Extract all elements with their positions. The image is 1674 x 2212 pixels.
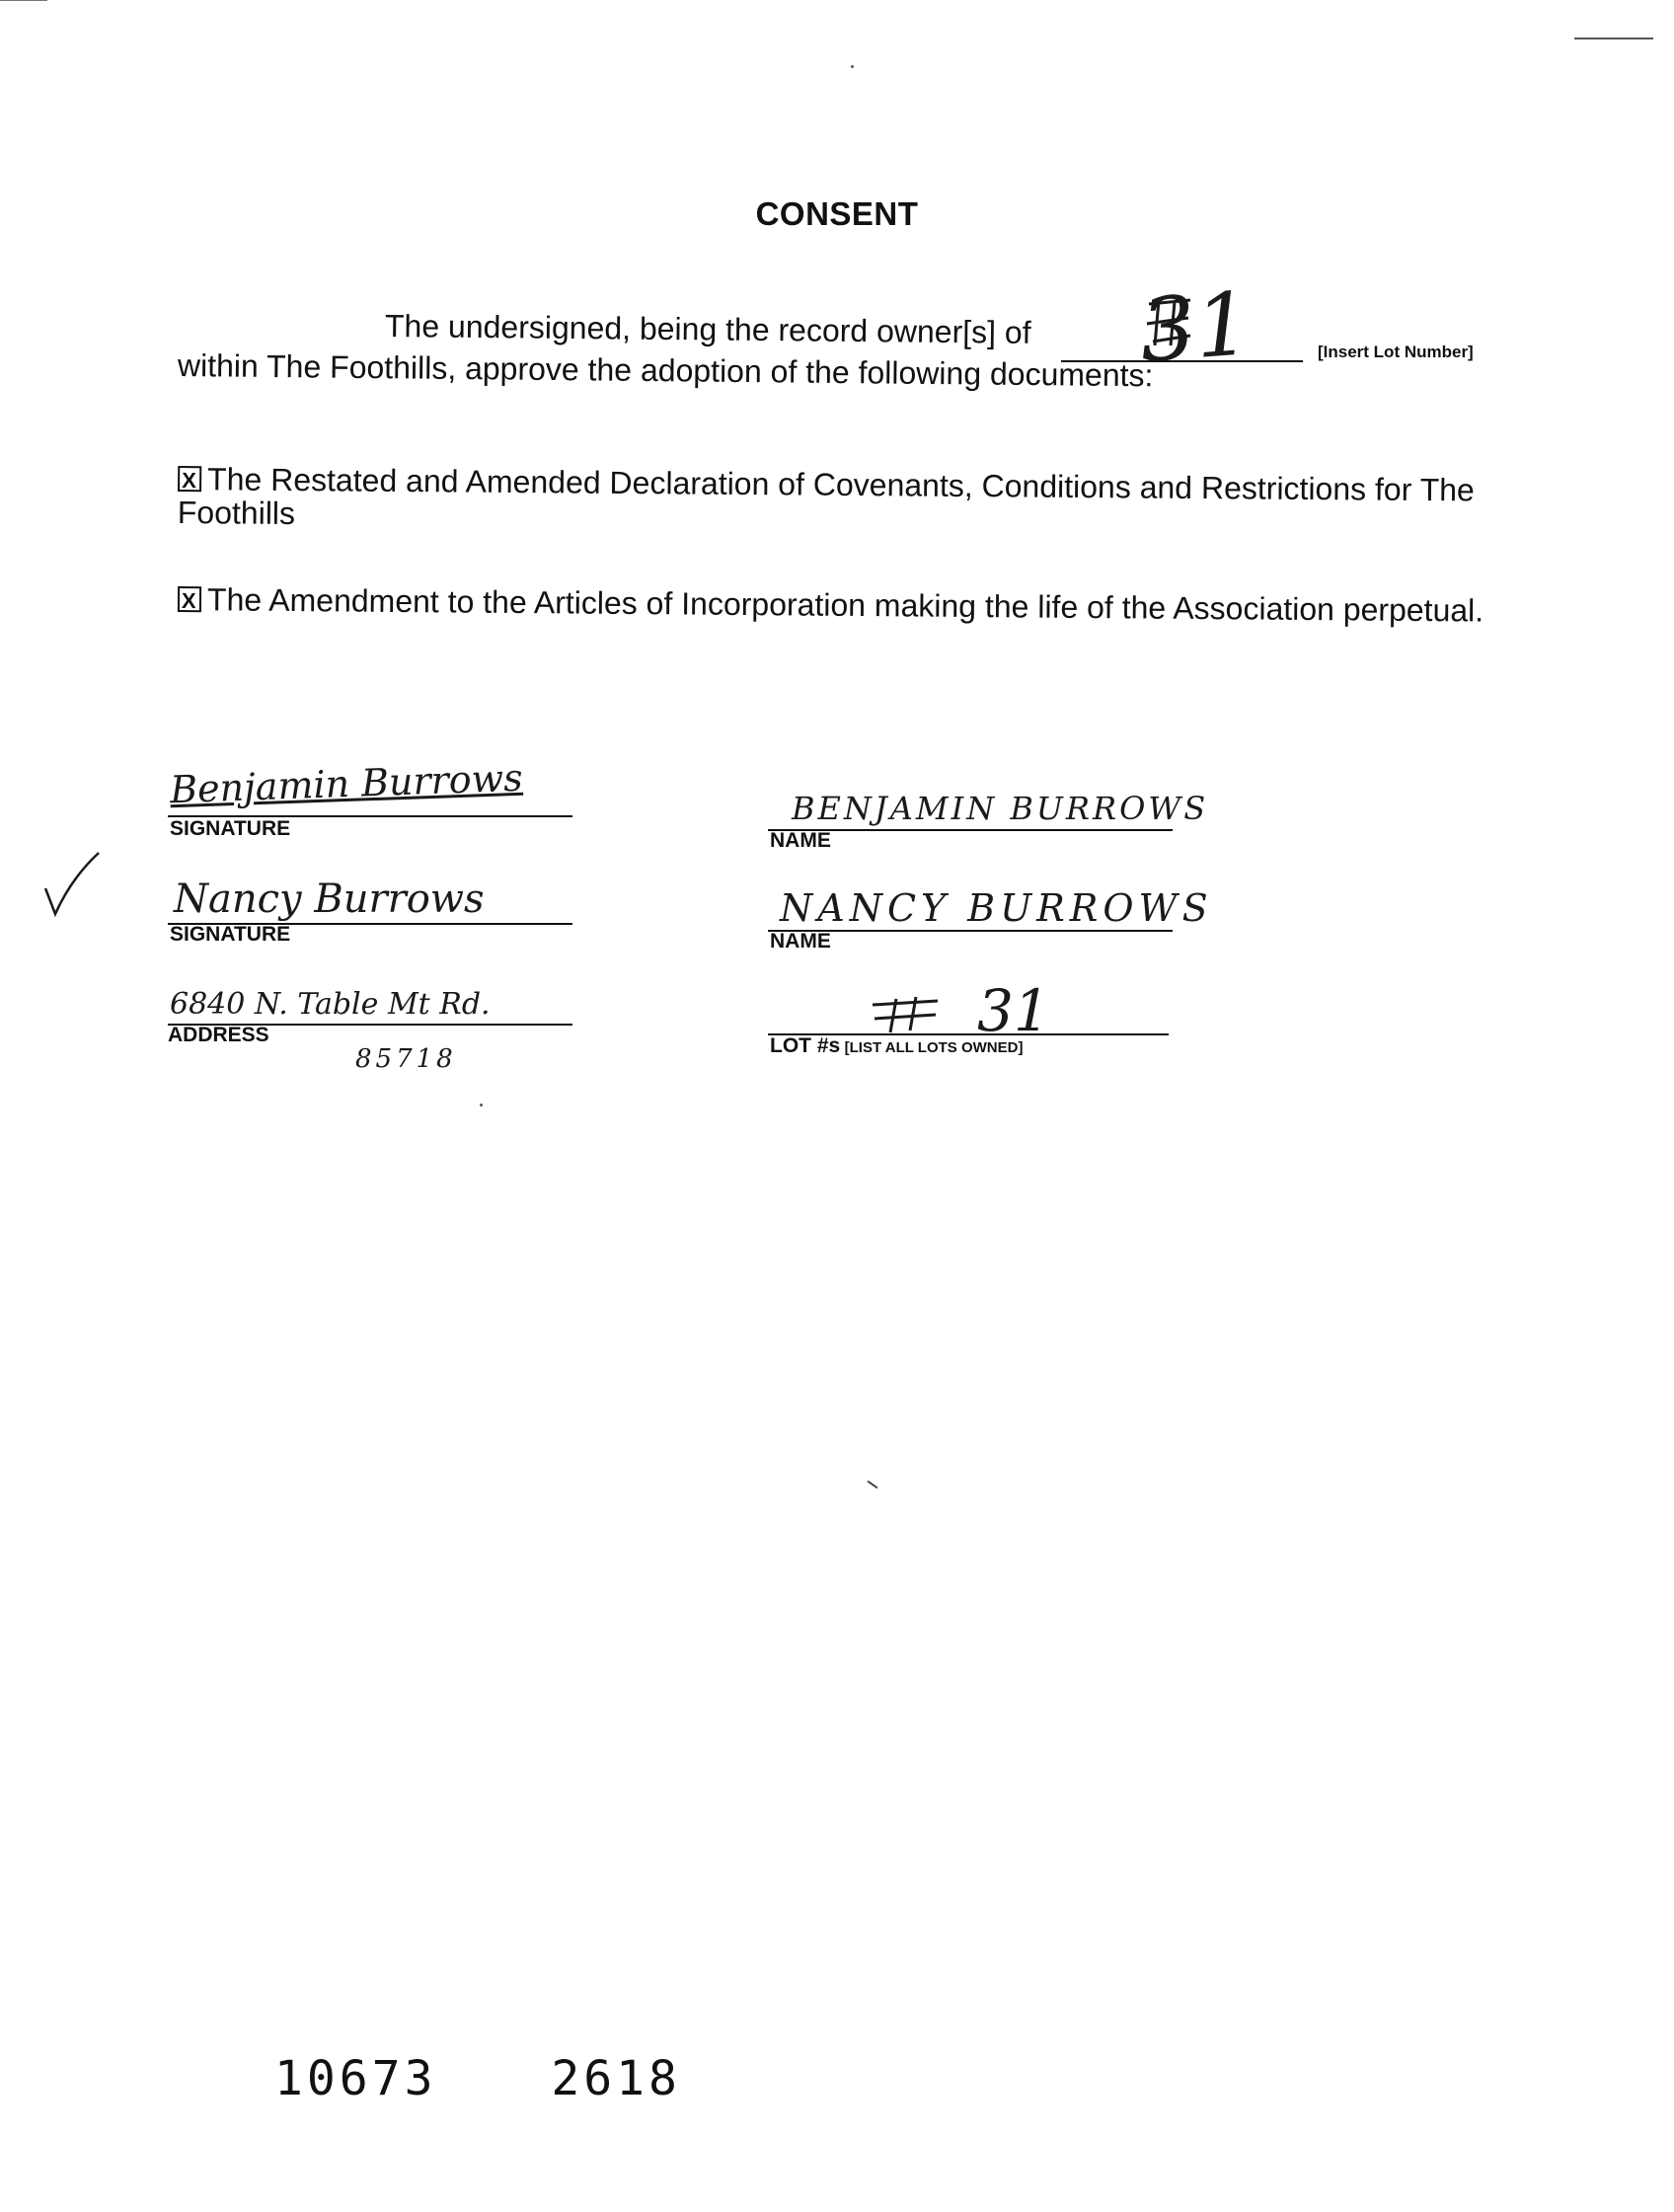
name-2-label: NAME (770, 930, 831, 953)
address-label: ADDRESS (168, 1024, 269, 1046)
name-2-handwritten: NANCY BURROWS (780, 886, 1213, 930)
item-1-text: The Restated and Amended Declaration of Covenants, Conditions and Restrictions for The Foothills (177, 461, 1475, 532)
signature-1-handwritten: Benjamin Burrows (169, 755, 524, 812)
lots-label-text: LOT #s (770, 1034, 841, 1057)
lots-scratch-mark (871, 995, 940, 1034)
item-2-text: The Amendment to the Articles of Incorporation making the life of the Association perpetual. (206, 581, 1484, 629)
reference-number-1: 10673 (274, 2051, 437, 2106)
lots-label (770, 1034, 1023, 1058)
speck (868, 1481, 878, 1489)
margin-check-mark (41, 849, 101, 918)
signature-2-handwritten: Nancy Burrows (174, 877, 485, 922)
checkbox-checked-icon[interactable] (178, 586, 201, 612)
speck (480, 1104, 483, 1106)
name-1-handwritten: BENJAMIN BURROWS (792, 790, 1209, 827)
address-handwritten: 6840 N. Table Mt Rd. (170, 987, 491, 1022)
intro-line-2: within The Foothills, approve the adoption of the following documents: (177, 347, 1154, 394)
signature-1-label: SIGNATURE (170, 817, 291, 840)
scan-mark-top-right (1574, 38, 1653, 39)
speck (851, 65, 854, 68)
document-item-1 (178, 462, 1501, 541)
intro-line-1: The undersigned, being the record owner[s] of (384, 308, 1031, 350)
checkbox-checked-icon[interactable] (178, 466, 201, 492)
lot-scratch-mark (1145, 296, 1194, 349)
document-title: CONSENT (755, 195, 919, 232)
lot-number-handwritten: 31 (1136, 272, 1255, 382)
lots-label-note: [LIST ALL LOTS OWNED] (844, 1039, 1024, 1056)
lots-owned-handwritten: 31 (977, 977, 1050, 1044)
zip-handwritten: 85718 (355, 1044, 457, 1074)
name-1-label: NAME (770, 829, 831, 852)
document-reference-number (274, 2051, 681, 2106)
scan-mark-top-left (0, 0, 47, 1)
reference-number-2: 2618 (551, 2051, 681, 2106)
document-item-2 (178, 582, 1500, 628)
signature-2-label: SIGNATURE (170, 923, 291, 946)
insert-lot-note: [Insert Lot Number] (1318, 343, 1474, 361)
